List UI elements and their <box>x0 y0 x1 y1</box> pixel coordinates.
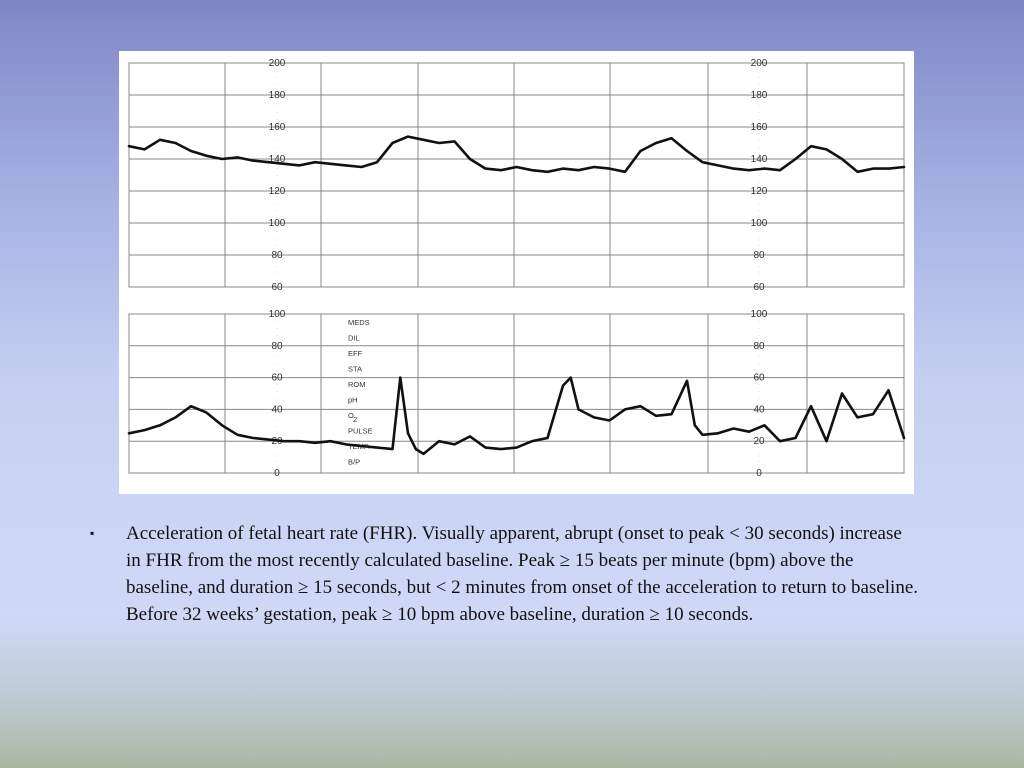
grid <box>129 63 904 473</box>
y-tick-label: 200 <box>750 58 768 69</box>
y-tick-label: 160 <box>268 122 286 133</box>
y-tick-label: 60 <box>753 372 765 384</box>
side-label: DIL <box>348 333 360 343</box>
y-tick-label: 60 <box>271 372 283 384</box>
ctg-chart-panel <box>119 51 914 494</box>
side-label: 2 <box>353 415 358 424</box>
bullet-icon: ▪ <box>90 526 95 540</box>
y-tick-label: 40 <box>271 404 283 416</box>
y-tick-label: 0 <box>274 468 280 479</box>
y-tick-label: 120 <box>750 186 768 197</box>
side-label: MEDS <box>348 318 370 327</box>
y-tick-label: 140 <box>268 154 286 165</box>
side-label: B/P <box>348 457 361 467</box>
panel-border <box>129 63 904 287</box>
caption-text: Acceleration of fetal heart rate (FHR). Visually apparent, abrupt (onset to peak < 30 seconds) increase in FHR from the most recently calculated baseline. Peak ≥ 15 beats per minute (bpm) above the baseline, and duration ≥ 15 seconds, but < 2 minutes from onset of the acceleration to return to baseline. Before 32 weeks’ gestation, peak ≥ 10 bpm above baseline, duration ≥ 10 seconds. <box>126 523 919 625</box>
y-tick-label: 80 <box>271 250 283 261</box>
y-tick-label: 60 <box>271 282 283 293</box>
series <box>129 137 904 454</box>
y-tick-label: 80 <box>271 340 283 352</box>
side-label: PULSE <box>348 426 373 436</box>
caption-bullet-item <box>90 520 920 628</box>
fhr-trace <box>129 137 904 172</box>
side-label: STA <box>348 364 363 374</box>
y-tick-label: 100 <box>268 309 286 320</box>
y-tick-label: 0 <box>756 468 762 479</box>
side-label: pH <box>348 395 358 405</box>
side-label: O <box>348 411 354 420</box>
y-tick-label: 60 <box>753 282 765 293</box>
y-tick-label: 100 <box>268 218 286 229</box>
y-tick-label: 80 <box>753 340 765 352</box>
panel-border <box>129 314 904 473</box>
ctg-chart <box>119 51 914 494</box>
y-tick-label: 20 <box>271 436 283 448</box>
side-label: EFF <box>348 349 363 358</box>
y-tick-label: 180 <box>750 90 768 101</box>
y-tick-label: 100 <box>750 309 768 320</box>
y-tick-label: 200 <box>268 58 286 69</box>
y-tick-label: 160 <box>750 122 768 133</box>
y-tick-label: 80 <box>753 250 765 261</box>
y-tick-label: 140 <box>750 154 768 165</box>
y-tick-label: 100 <box>750 218 768 229</box>
side-label: TEMP. <box>348 442 370 451</box>
y-tick-label: 40 <box>753 404 765 416</box>
y-tick-label: 20 <box>753 436 765 448</box>
y-tick-label: 180 <box>268 90 286 101</box>
y-tick-label: 120 <box>268 186 286 197</box>
uterine-activity-trace <box>129 378 904 454</box>
side-label: ROM <box>348 380 366 389</box>
